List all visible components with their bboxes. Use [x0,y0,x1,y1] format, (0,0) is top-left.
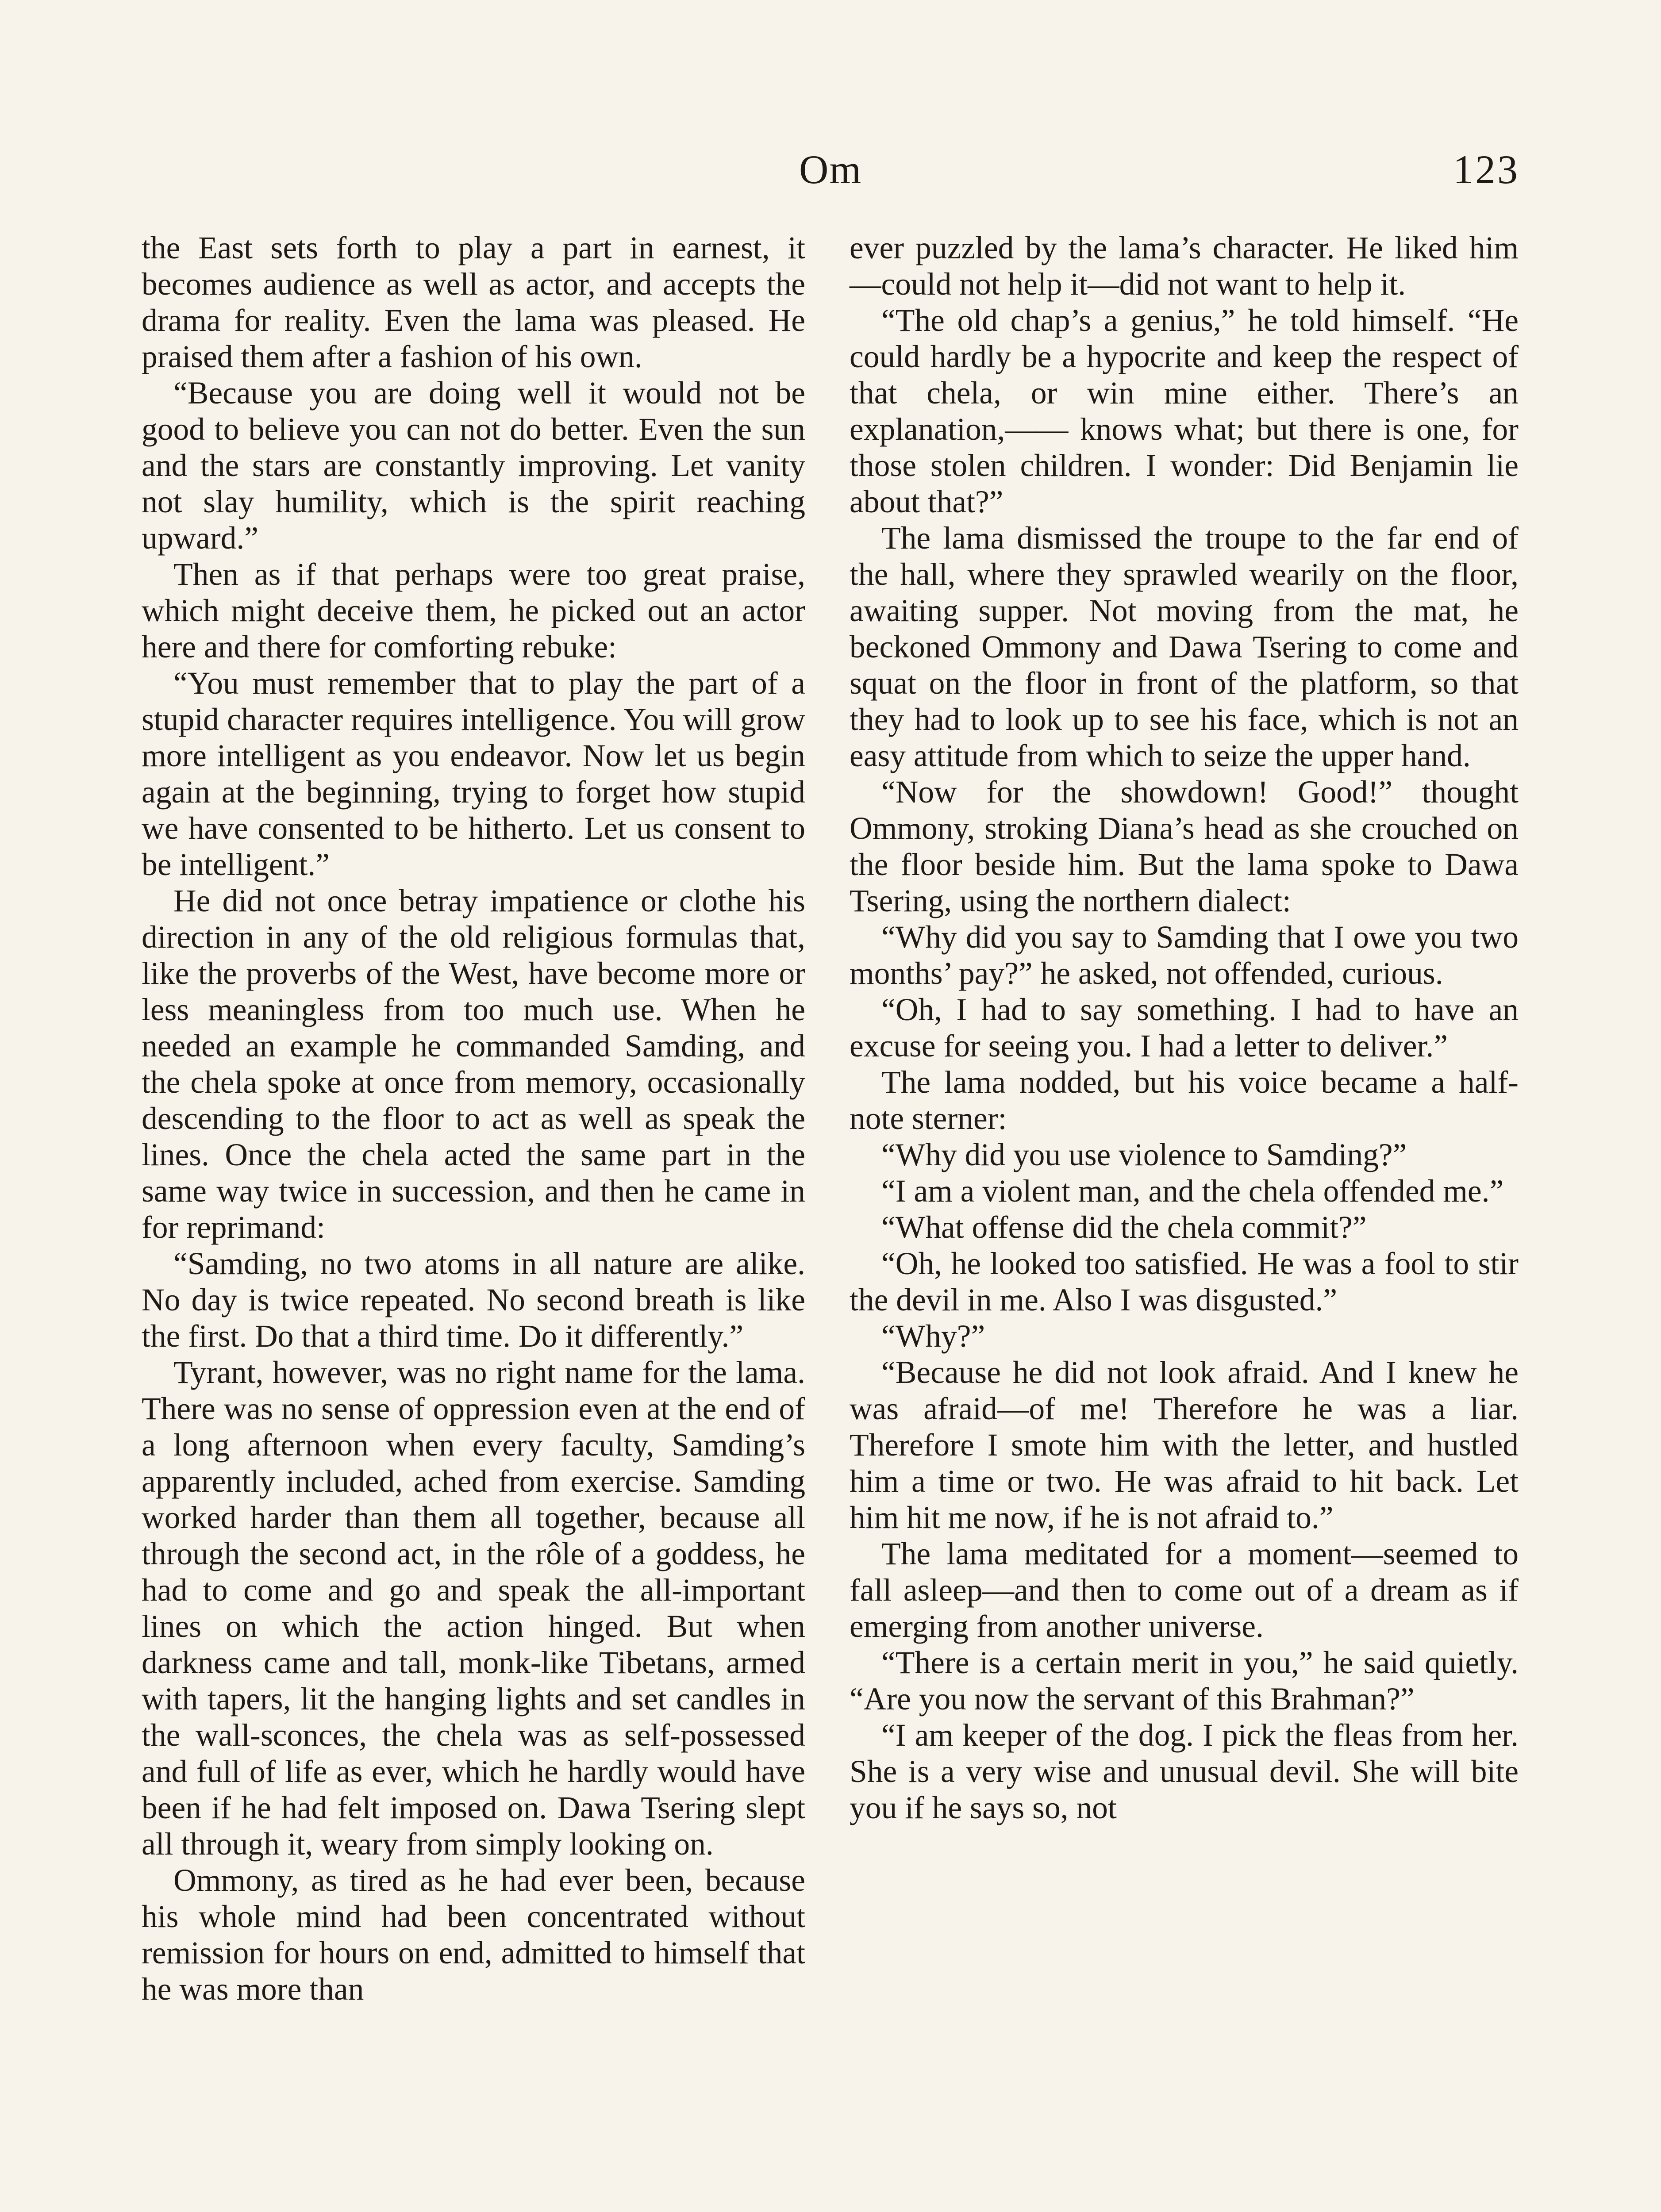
paragraph: The lama nodded, but his voice became a half-note sterner: [850,1065,1519,1136]
paragraph: “Why?” [881,1319,985,1354]
paragraph: The lama meditated for a moment—seemed to fall asleep—and then to come out of a dream as if emerging from another universe. [850,1536,1519,1644]
paragraph: “Why did you say to Samding that I owe you two months’ pay?” he asked, not offended, curious. [850,920,1519,991]
paragraph: the East sets forth to play a part in earnest, it becomes audience as well as actor, and accepts the drama for reality. Even the lama was pleased. He praised them after a fashion of his own. [142,230,805,374]
paragraph: Ommony, as tired as he had ever been, because his whole mind had been concentrated without remission for hours on end, admitted to himself that he was more than [142,1863,805,2007]
paragraph: “I am a violent man, and the chela offended me.” [881,1174,1504,1209]
paragraph: “The old chap’s a genius,” he told himself. “He could hardly be a hypocrite and keep the respect of that chela, or win mine either. There’s an explanation,—— knows what; but there is one, for those stolen children. I wonder: Did Benjamin lie about that?” [850,303,1519,519]
paragraph: “Oh, I had to say something. I had to have an excuse for seeing you. I had a letter to deliver.” [850,992,1519,1064]
paragraph: The lama dismissed the troupe to the far end of the hall, where they sprawled wearily on the floor, awaiting supper. Not moving from the mat, he beckoned Ommony and Dawa Tsering to come and squat on the floor in front of the platform, so that they had to look up to see his face, which is not an easy attitude from which to seize the upper hand. [850,521,1519,773]
paragraph: “Samding, no two atoms in all nature are alike. No day is twice repeated. No second breath is like the first. Do that a third time. Do it differently.” [142,1246,805,1354]
paragraph: “Because you are doing well it would not be good to believe you can not do better. Even the sun and the stars are constantly improving. Let vanity not slay humility, which is the spirit reaching upward.” [142,376,805,556]
paragraph: “Because he did not look afraid. And I knew he was afraid—of me! Therefore he was a liar. Therefore I smote him with the letter, and hustled him a time or two. He was afraid to hit back. Let him hit me now, if he is not afraid to.” [850,1355,1519,1535]
paragraph: “What offense did the chela commit?” [881,1210,1367,1245]
paragraph: ever puzzled by the lama’s character. He liked him—could not help it—did not want to help it. [850,230,1519,302]
left-column [142,230,805,2008]
paragraph: “I am keeper of the dog. I pick the fleas from her. She is a very wise and unusual devil. She will bite you if he says so, not [850,1718,1519,1825]
paragraph: “You must remember that to play the part of a stupid character requires intelligence. You will grow more intelligent as you endeavor. Now let us begin again at the beginning, trying to forget how stupid we have consented to be hitherto. Let us consent to be intelligent.” [142,666,805,882]
paragraph: “Now for the showdown! Good!” thought Ommony, stroking Diana’s head as she crouched on the floor beside him. But the lama spoke to Dawa Tsering, using the northern dialect: [850,775,1519,918]
page-number: 123 [1453,147,1519,192]
paragraph: He did not once betray impatience or clothe his direction in any of the old religious formulas that, like the proverbs of the West, have become more or less meaningless from too much use. When he needed an example he commanded Samding, and the chela spoke at once from memory, occasionally descending to the floor to act as well as speak the lines. Once the chela acted the same part in the same way twice in succession, and then he came in for reprimand: [142,883,805,1245]
paragraph: “There is a certain merit in you,” he said quietly. “Are you now the servant of this Brahman?” [850,1645,1519,1717]
page-header [0,146,1661,195]
running-title: Om [799,147,862,192]
paragraph: “Why did you use violence to Samding?” [881,1137,1407,1172]
paragraph: Tyrant, however, was no right name for the lama. There was no sense of oppression even at the end of a long afternoon when every faculty, Samding’s apparently included, ached from exercise. Samding worked harder than them all together, because all through the second act, in the rôle of a goddess, he had to come and go and speak the all-important lines on which the action hinged. But when darkness came and tall, monk-like Tibetans, armed with tapers, lit the hanging lights and set candles in the wall-sconces, the chela was as self-possessed and full of life as ever, which he hardly would have been if he had felt imposed on. Dawa Tsering slept all through it, weary from simply looking on. [142,1355,805,1862]
paragraph: “Oh, he looked too satisfied. He was a fool to stir the devil in me. Also I was disgusted.” [850,1246,1519,1317]
right-column [850,230,1519,1826]
paragraph: Then as if that perhaps were too great praise, which might deceive them, he picked out an actor here and there for comforting rebuke: [142,557,805,664]
